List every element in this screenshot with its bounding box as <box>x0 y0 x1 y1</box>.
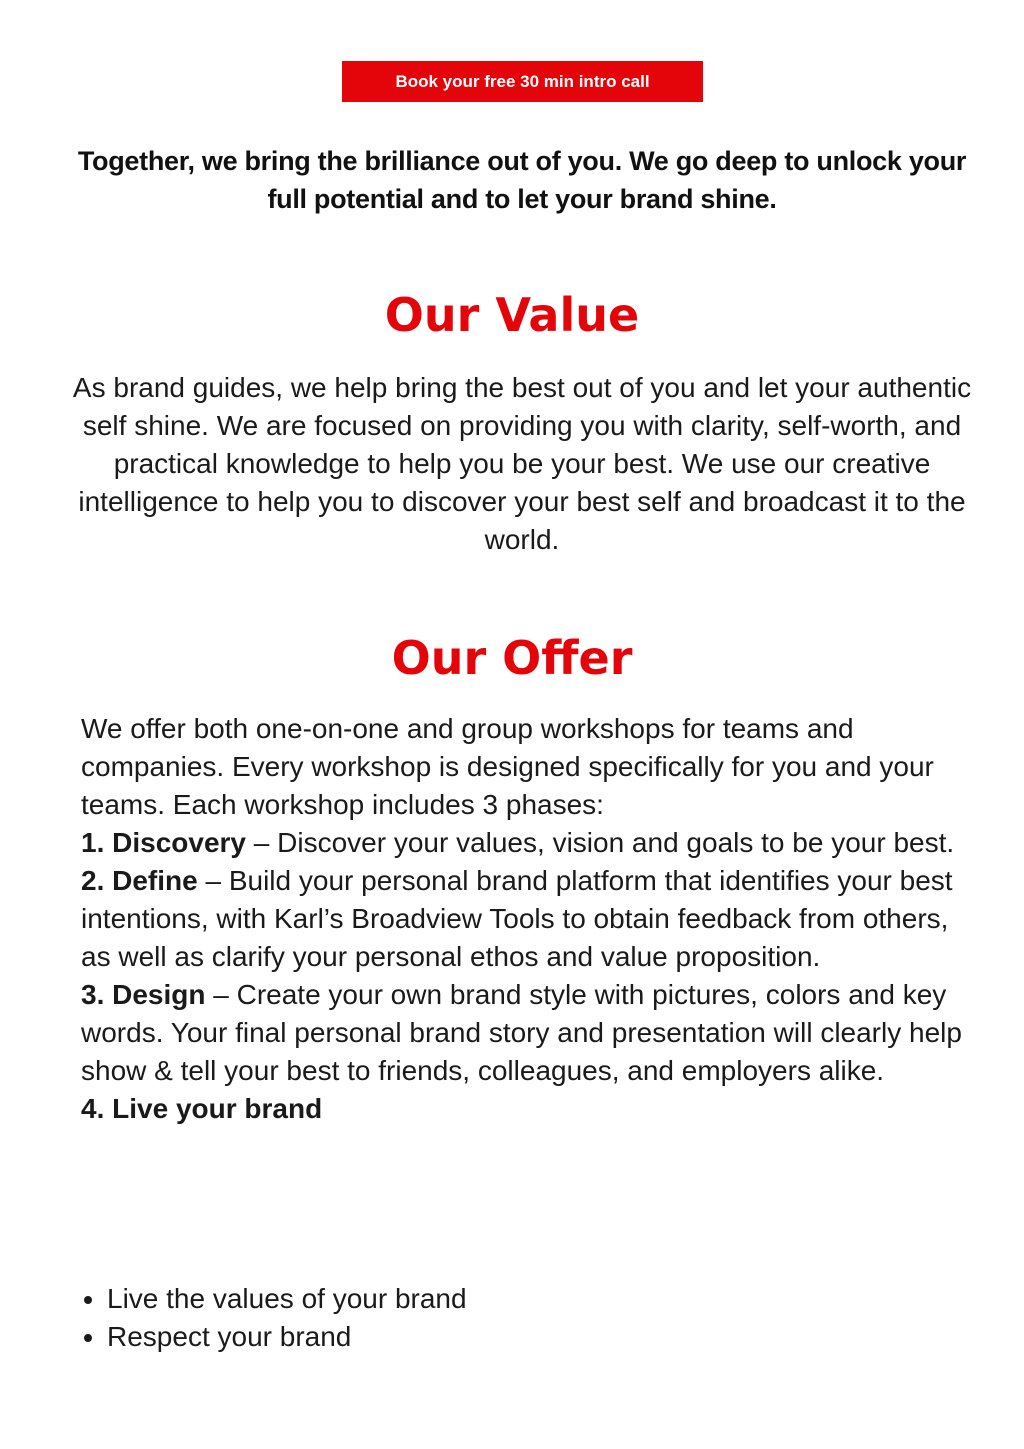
phase-title: 2. Define <box>81 865 198 896</box>
phase-define <box>81 862 971 976</box>
phase-title: 3. Design <box>81 979 206 1010</box>
phase-description: – Build your personal brand platform that identifies your best intentions, with Karl’s Broadview Tools to obtain feedback from others, as well as clarify your personal ethos and value proposition. <box>81 865 953 972</box>
our-value-paragraph: As brand guides, we help bring the best out of you and let your authentic self shine. We are focused on providing you with clarity, self-worth, and practical knowledge to help you be your best. We use our creative intelligence to help you to discover your best self and broadcast it to the world. <box>72 372 972 555</box>
phase-design <box>81 976 971 1090</box>
phase-description: – Discover your values, vision and goals to be your best. <box>246 827 955 858</box>
our-offer-heading: Our Offer <box>391 631 633 685</box>
list-item: • Live the values of your brand <box>107 1280 467 1318</box>
our-value-heading: Our Value <box>384 288 640 342</box>
phase-title: 1. Discovery <box>81 827 246 858</box>
phase-discovery <box>81 824 971 862</box>
live-brand-bullet-list <box>81 1280 467 1356</box>
tagline: Together, we bring the brilliance out of you. We go deep to unlock your full potential and to let your brand shine. <box>77 146 967 214</box>
phase-description: – Create your own brand style with pictures, colors and key words. Your final personal brand story and presentation will clearly help show & tell your best to friends, colleagues, and employers alike. <box>81 979 962 1086</box>
list-item: • Respect your brand <box>107 1318 467 1356</box>
book-intro-call-button[interactable]: Book your free 30 min intro call <box>342 61 703 102</box>
phase-title: 4. Live your brand <box>81 1093 323 1124</box>
offer-intro: We offer both one-on-one and group workshops for teams and companies. Every workshop is designed specifically for you and your teams. Each workshop includes 3 phases: <box>81 713 934 820</box>
cta-container <box>342 61 703 102</box>
our-offer-section <box>81 710 971 1128</box>
phase-live-your-brand <box>81 1090 971 1128</box>
